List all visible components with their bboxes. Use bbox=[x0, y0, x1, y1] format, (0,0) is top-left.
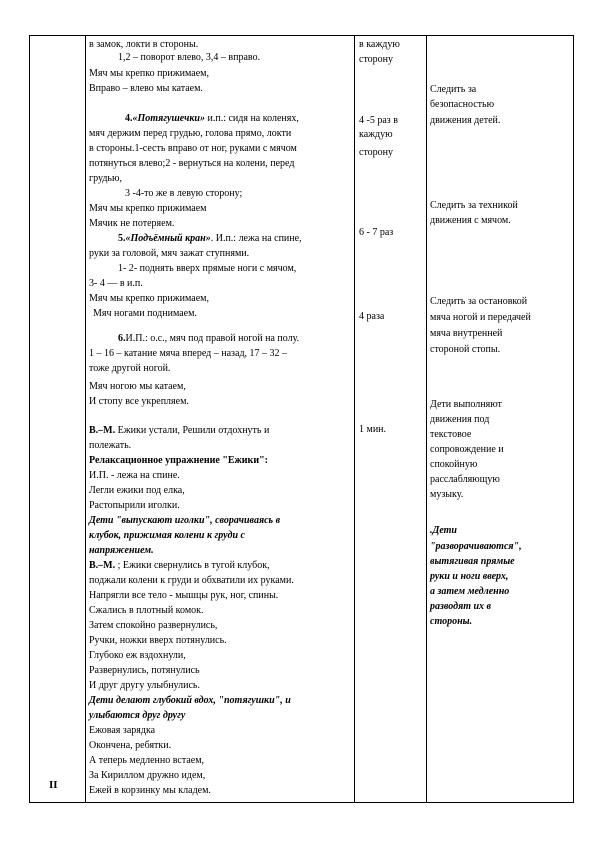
instruction-italic: напряжением. bbox=[89, 545, 154, 556]
text-line: руки за головой, мяч зажат ступнями. bbox=[89, 248, 250, 259]
speaker-label: В.–М. bbox=[89, 425, 116, 436]
note-text: мяча внутренней bbox=[430, 328, 503, 339]
note-text: мяча ногой и передачей bbox=[430, 312, 531, 323]
text-line: Напрягли все тело - мышцы рук, ног, спины. bbox=[89, 590, 279, 601]
text-line: грудью, bbox=[89, 173, 122, 184]
note-italic: а затем медленно bbox=[430, 586, 510, 597]
text-line: Ежовая зарядка bbox=[89, 725, 156, 736]
text-line: Ручки, ножки вверх потянулись. bbox=[89, 635, 227, 646]
lesson-table bbox=[29, 35, 574, 803]
text-line: в стороны.1-сесть вправо от ног, руками с мячом bbox=[89, 143, 297, 154]
column-divider bbox=[85, 36, 86, 802]
note-italic: "разворачиваются", bbox=[430, 541, 522, 552]
text-line: Глубоко еж вздохнули, bbox=[89, 650, 186, 661]
text-line: Ежей в корзинку мы кладем. bbox=[89, 785, 211, 796]
note-text: Следить за остановкой bbox=[430, 296, 528, 307]
text-line: в замок, локти в стороны. bbox=[89, 39, 199, 50]
note-italic: разводят их в bbox=[430, 601, 492, 612]
text-line: 1 – 16 – катание мяча вперед – назад, 17 – 32 – bbox=[89, 348, 288, 359]
text-line: Ежики устали, Решили отдохнуть и bbox=[115, 425, 270, 436]
text-line: Развернулись, потянулись bbox=[89, 665, 200, 676]
text-line: ; Ежики свернулись в тугой клубок, bbox=[115, 560, 270, 571]
instruction-italic: Дети делают глубокий вдох, "потягушки", и bbox=[89, 695, 291, 706]
text-line: мяч держим перед грудью, голова прямо, локти bbox=[89, 128, 292, 139]
note-text: текстовое bbox=[430, 429, 472, 440]
text-line: И друг другу улыбнулись. bbox=[89, 680, 200, 691]
note-italic: стороны. bbox=[430, 616, 473, 627]
text-line: Мяч ногою мы катаем, bbox=[89, 381, 186, 392]
note-text: сопровождение и bbox=[430, 444, 504, 455]
relaxation-title: Релаксационное упражнение "Ежики": bbox=[89, 455, 268, 466]
notes-column bbox=[430, 83, 570, 628]
dosage-text: сторону bbox=[359, 147, 394, 158]
note-text: спокойную bbox=[430, 459, 478, 470]
note-italic: .Дети bbox=[430, 525, 457, 536]
note-text: Следить за bbox=[430, 84, 477, 95]
note-text: Дети выполняют bbox=[430, 399, 502, 410]
text-line: Сжались в плотный комок. bbox=[89, 605, 204, 616]
note-text: музыку. bbox=[430, 489, 464, 500]
text-line: Мяч мы крепко прижимаем, bbox=[89, 68, 209, 79]
text-line: Мяч ногами поднимаем. bbox=[93, 308, 197, 319]
note-text: движения под bbox=[430, 414, 490, 425]
dosage-text: 4 -5 раз в bbox=[359, 115, 398, 126]
exercise-5-heading bbox=[89, 232, 356, 245]
text-line: И стопу все укрепляем. bbox=[89, 396, 189, 407]
exercise-number: 5. bbox=[118, 233, 126, 244]
note-text: движения детей. bbox=[430, 115, 501, 126]
text-line: 3 -4-то же в левую сторону; bbox=[125, 188, 243, 199]
text-line: И.П. - лежа на спине. bbox=[89, 470, 180, 481]
text-line: Окончена, ребятки. bbox=[89, 740, 172, 751]
exercise-4-heading bbox=[89, 112, 356, 125]
exercise-column bbox=[89, 38, 356, 797]
text-line: Затем спокойно развернулись, bbox=[89, 620, 218, 631]
dosage-text: сторону bbox=[359, 54, 394, 65]
text-line: и.п.: сидя на коленях, bbox=[204, 113, 299, 124]
text-line: тоже другой ногой. bbox=[89, 363, 171, 374]
relaxation-continue bbox=[89, 559, 356, 572]
dosage-column bbox=[359, 38, 429, 436]
instruction-italic: улыбаются друг другу bbox=[89, 710, 186, 721]
dosage-text: в каждую bbox=[359, 39, 400, 50]
dosage-text: 4 раза bbox=[359, 311, 385, 322]
instruction-italic: Дети "выпускают иголки", сворачиваясь в bbox=[89, 515, 281, 526]
text-line: Мяч мы крепко прижимаем, bbox=[89, 293, 209, 304]
exercise-number: 6. bbox=[118, 333, 126, 344]
text-line: Мяч мы крепко прижимаем bbox=[89, 203, 207, 214]
text-line: . И.п.: лежа на спине, bbox=[210, 233, 302, 244]
row-number: II bbox=[49, 779, 58, 791]
text-line: За Кириллом дружно идем, bbox=[89, 770, 206, 781]
relaxation-intro bbox=[89, 424, 356, 437]
dosage-text: каждую bbox=[359, 129, 393, 140]
text-line: полежать. bbox=[89, 440, 132, 451]
note-text: стороной стопы. bbox=[430, 344, 501, 355]
instruction-italic: клубок, прижимая колени к груди с bbox=[89, 530, 245, 541]
text-line: 1- 2- поднять вверх прямые ноги с мячом, bbox=[118, 263, 297, 274]
text-line: Легли ежики под елка, bbox=[89, 485, 185, 496]
speaker-label: В.–М. bbox=[89, 560, 116, 571]
text-line: И.П.: о.с., мяч под правой ногой на полу. bbox=[125, 333, 300, 344]
text-line: 3- 4 — в и.п. bbox=[89, 278, 143, 289]
text-line: А теперь медленно встаем, bbox=[89, 755, 205, 766]
note-text: Следить за техникой bbox=[430, 200, 518, 211]
exercise-title: «Потягушечки» bbox=[132, 113, 205, 124]
text-line: 1,2 – поворот влево, 3,4 – вправо. bbox=[118, 52, 261, 63]
text-line: потянуться влево;2 - вернуться на колени, перед bbox=[89, 158, 295, 169]
exercise-number: 4. bbox=[125, 113, 133, 124]
text-line: Мячик не потеряем. bbox=[89, 218, 175, 229]
text-line: Вправо – влево мы катаем. bbox=[89, 83, 203, 94]
note-text: безопасностью bbox=[430, 99, 495, 110]
dosage-text: 6 - 7 раз bbox=[359, 227, 394, 238]
text-line: поджали колени к груди и обхватили их руками. bbox=[89, 575, 294, 586]
note-italic: вытягивая прямые bbox=[430, 556, 515, 567]
text-line: Растопырили иголки. bbox=[89, 500, 180, 511]
note-text: расслабляющую bbox=[430, 474, 500, 485]
exercise-6-heading bbox=[89, 332, 356, 345]
note-italic: руки и ноги вверх, bbox=[430, 571, 509, 582]
note-text: движения с мячом. bbox=[430, 215, 511, 226]
exercise-title: «Подъёмный кран» bbox=[125, 233, 211, 244]
dosage-text: 1 мин. bbox=[359, 424, 387, 435]
